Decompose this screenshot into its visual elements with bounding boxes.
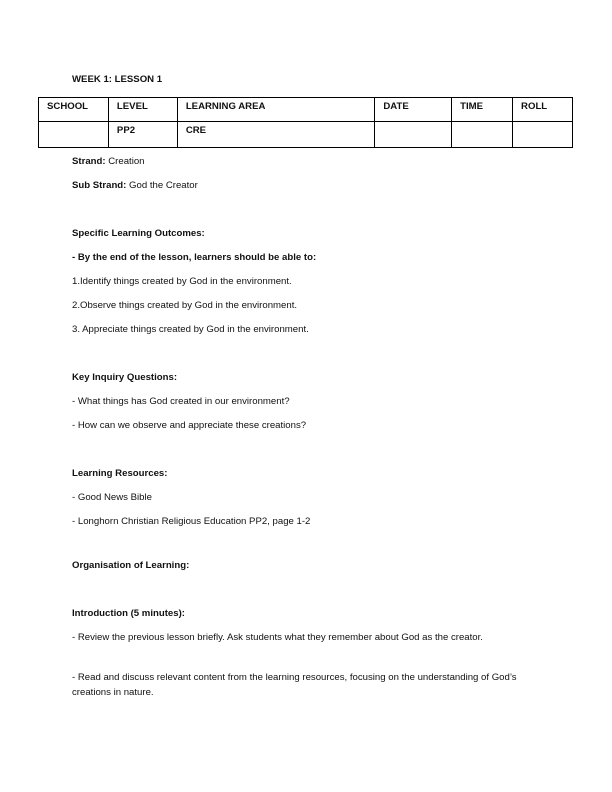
slo-heading: Specific Learning Outcomes: <box>72 228 205 239</box>
kiq-item: - What things has God created in our environment? <box>72 396 290 407</box>
strand-label: Strand: <box>72 156 106 167</box>
introduction-paragraph: - Read and discuss relevant content from the learning resources, focusing on the understanding of God’s creations in nature. <box>72 672 517 698</box>
header-cell: DATE <box>375 98 452 122</box>
header-cell: LEVEL <box>108 98 177 122</box>
slo-item: 2.Observe things created by God in the environment. <box>72 300 298 311</box>
table-cell <box>375 122 452 148</box>
slo-item: 3. Appreciate things created by God in the environment. <box>72 324 309 335</box>
slo-intro: - By the end of the lesson, learners should be able to: <box>72 252 317 263</box>
kiq-heading: Key Inquiry Questions: <box>72 372 178 383</box>
strand-value: Creation <box>105 156 145 167</box>
sub-strand-value: God the Creator <box>126 180 198 191</box>
header-cell: ROLL <box>513 98 573 122</box>
resource-item: - Longhorn Christian Religious Education PP2, page 1-2 <box>72 516 311 527</box>
table-cell <box>452 122 513 148</box>
table-header-row <box>39 98 573 122</box>
sub-strand <box>72 180 198 191</box>
table-row <box>39 122 573 148</box>
introduction-paragraph: - Review the previous lesson briefly. Ask students what they remember about God as the creator. <box>72 632 483 643</box>
resource-item: - Good News Bible <box>72 492 152 503</box>
table-cell <box>513 122 573 148</box>
introduction-heading: Introduction (5 minutes): <box>72 608 185 619</box>
table-cell: PP2 <box>108 122 177 148</box>
header-cell: TIME <box>452 98 513 122</box>
kiq-item: - How can we observe and appreciate these creations? <box>72 420 307 431</box>
lesson-title: WEEK 1: LESSON 1 <box>72 74 163 85</box>
table-cell: CRE <box>177 122 375 148</box>
lesson-info-table <box>38 97 573 148</box>
header-cell: LEARNING AREA <box>177 98 375 122</box>
table-cell <box>39 122 109 148</box>
resources-heading: Learning Resources: <box>72 468 168 479</box>
sub-strand-label: Sub Strand: <box>72 180 127 191</box>
slo-item: 1.Identify things created by God in the environment. <box>72 276 292 287</box>
strand <box>72 156 145 167</box>
header-cell: SCHOOL <box>39 98 109 122</box>
organisation-heading: Organisation of Learning: <box>72 560 190 571</box>
